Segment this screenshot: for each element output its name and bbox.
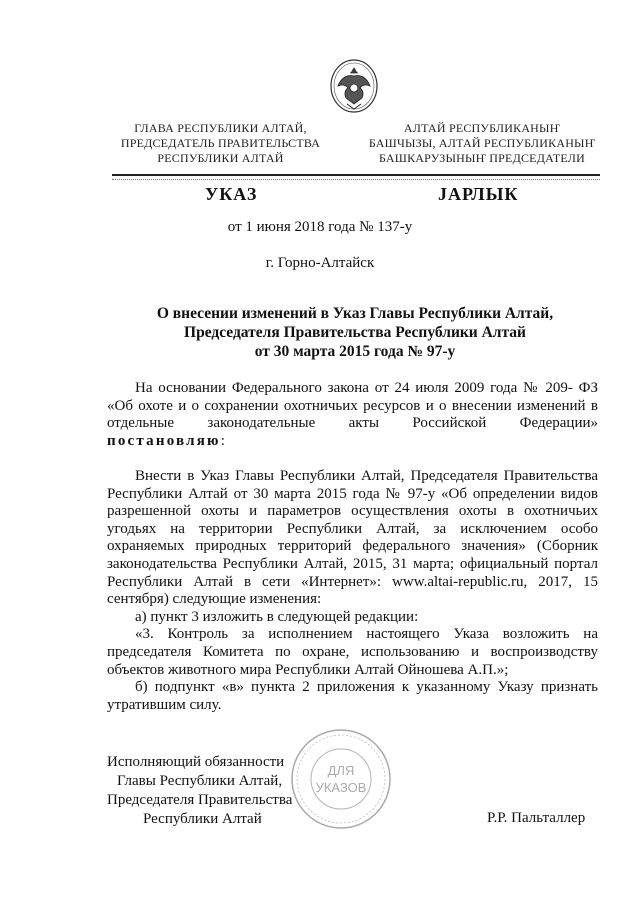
header-left-line: ГЛАВА РЕСПУБЛИКИ АЛТАЙ, bbox=[134, 121, 307, 135]
amend-text: Внести в Указ Главы Республики Алтай, Председателя Правительства Республики Алтай от 30 марта 2015 года № 97-у «Об определении видов разрешенной охоты и параметров осуществления охоты в охотничьих угодьях на территории Республики Алтай, за исключением особо охраняемых природных территорий федерального значения» (Сборник законодательства Республики Алтай, 2015, 31 марта; официальный портал Республики Алтай в сети «Интернет»: www.altai-republic.ru, 2017, 15 сентября) следующие изменения: bbox=[107, 468, 598, 608]
header-right-block bbox=[352, 121, 612, 166]
item-a-text: «3. Контроль за исполнением настоящего Указа возложить на председателя Комитета по охране, использованию и воспроизводству объектов животного мира Республики Алтай Ойношева А.П.»; bbox=[107, 626, 598, 678]
header-right-line: БАШЧЫЗЫ, АЛТАЙ РЕСПУБЛИКАНЫҤ bbox=[368, 136, 596, 150]
heading-line: от 30 марта 2015 года № 97-у bbox=[254, 343, 456, 360]
header-right-line: БАШКАРУЗЫНЫҤ ПРЕДСЕДАТЕЛИ bbox=[379, 151, 585, 165]
title-jarlyk: JАРЛЫК bbox=[438, 184, 519, 204]
item-b: б) подпункт «в» пункта 2 приложения к указанному Указу признать утратившим силу. bbox=[107, 679, 598, 713]
header-divider bbox=[112, 174, 600, 176]
official-seal-stamp bbox=[290, 728, 392, 830]
item-a: а) пункт 3 изложить в следующей редакции: bbox=[135, 608, 419, 625]
signature-line: Главы Республики Алтай, bbox=[117, 773, 283, 789]
signature-line: Республики Алтай bbox=[143, 811, 262, 827]
decree-city: г. Горно-Алтайск bbox=[265, 255, 375, 271]
amendment-paragraph bbox=[107, 468, 598, 714]
header-left-block bbox=[103, 121, 338, 166]
decree-colon: : bbox=[220, 432, 225, 449]
decree-date: от 1 июня 2018 года № 137-у bbox=[227, 219, 413, 235]
intro-text: На основании Федерального закона от 24 июля 2009 года № 209- ФЗ «Об охоте и о сохранении охотничьих ресурсов и о внесении изменений в отдельные законодательные акты Российской Федерации» bbox=[107, 380, 598, 432]
seal-text-top: ДЛЯ bbox=[327, 763, 355, 778]
header-left-line: РЕСПУБЛИКИ АЛТАЙ bbox=[157, 151, 284, 165]
signature-line: Председателя Правительства bbox=[107, 792, 293, 808]
header-right-line: АЛТАЙ РЕСПУБЛИКАНЫҤ bbox=[403, 121, 561, 135]
header-divider-dotted bbox=[112, 179, 600, 180]
heading-line: Председателя Правительства Республики Алтай bbox=[184, 324, 526, 341]
title-ukaz: УКАЗ bbox=[205, 184, 258, 204]
intro-paragraph bbox=[107, 380, 598, 450]
decree-word: постановляю bbox=[107, 432, 221, 449]
signature-block bbox=[107, 753, 292, 829]
decree-heading bbox=[110, 304, 600, 361]
heading-line: О внесении изменений в Указ Главы Республики Алтай, bbox=[156, 305, 554, 322]
signature-line: Исполняющий обязанности bbox=[107, 754, 285, 770]
coat-of-arms-emblem bbox=[329, 58, 379, 114]
signer-name: Р.Р. Пальталлер bbox=[487, 810, 586, 826]
seal-text-bottom: УКАЗОВ bbox=[315, 780, 367, 795]
header-left-line: ПРЕДСЕДАТЕЛЬ ПРАВИТЕЛЬСТВА bbox=[120, 136, 321, 150]
